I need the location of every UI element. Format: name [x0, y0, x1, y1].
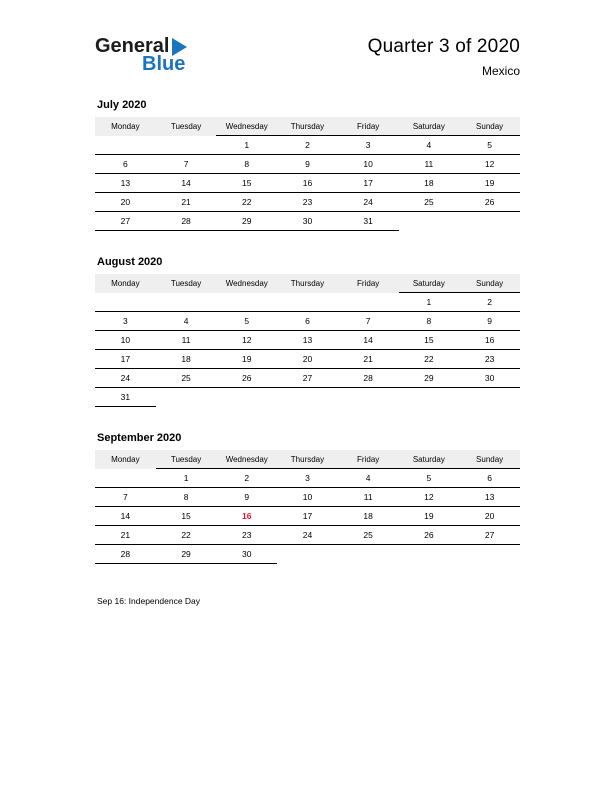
holiday-note: Sep 16: Independence Day: [97, 596, 201, 606]
day-cell: 25: [338, 526, 399, 545]
empty-day-cell: [95, 136, 156, 155]
month-section: [95, 432, 520, 564]
holiday-day-cell: 16: [216, 507, 277, 526]
empty-day-cell: [277, 293, 338, 312]
empty-day-cell: [399, 388, 460, 407]
empty-day-cell: [156, 136, 217, 155]
day-cell: 20: [459, 507, 520, 526]
day-cell: 28: [95, 545, 156, 564]
weekday-label: Thursday: [277, 450, 338, 469]
day-cell: 16: [277, 174, 338, 193]
day-cell: 21: [95, 526, 156, 545]
day-cell: 2: [459, 293, 520, 312]
day-cell: 2: [277, 136, 338, 155]
page-header: [95, 36, 520, 78]
week-row: [95, 312, 520, 331]
day-cell: 3: [338, 136, 399, 155]
day-cell: 4: [399, 136, 460, 155]
day-cell: 5: [399, 469, 460, 488]
weekday-header: [95, 117, 520, 136]
day-cell: 26: [399, 526, 460, 545]
week-row: [95, 193, 520, 212]
empty-day-cell: [95, 293, 156, 312]
weekday-label: Tuesday: [156, 117, 217, 136]
day-cell: 8: [399, 312, 460, 331]
empty-day-cell: [156, 388, 217, 407]
weekday-header: [95, 450, 520, 469]
month-calendar: [95, 117, 520, 231]
day-cell: 15: [156, 507, 217, 526]
day-cell: 24: [338, 193, 399, 212]
week-row: [95, 369, 520, 388]
weekday-label: Monday: [95, 117, 156, 136]
day-cell: 13: [277, 331, 338, 350]
month-title: August 2020: [97, 256, 163, 268]
month-title: September 2020: [97, 432, 182, 444]
day-cell: 29: [216, 212, 277, 231]
weekday-label: Sunday: [459, 450, 520, 469]
day-cell: 28: [338, 369, 399, 388]
day-cell: 24: [277, 526, 338, 545]
weekday-label: Wednesday: [216, 450, 277, 469]
title-block: [368, 36, 520, 78]
day-cell: 8: [216, 155, 277, 174]
weekday-label: Friday: [338, 450, 399, 469]
day-cell: 15: [399, 331, 460, 350]
day-cell: 17: [338, 174, 399, 193]
day-cell: 14: [95, 507, 156, 526]
month-section: [95, 256, 520, 407]
page-subtitle: Mexico: [481, 64, 520, 78]
day-cell: 18: [399, 174, 460, 193]
empty-day-cell: [338, 293, 399, 312]
empty-day-cell: [338, 545, 399, 564]
day-cell: 12: [459, 155, 520, 174]
day-cell: 23: [277, 193, 338, 212]
day-cell: 21: [156, 193, 217, 212]
weekday-header-row: [95, 450, 520, 469]
day-cell: 26: [459, 193, 520, 212]
weekday-label: Wednesday: [216, 274, 277, 293]
weekday-header-row: [95, 274, 520, 293]
day-cell: 18: [338, 507, 399, 526]
weekday-label: Saturday: [399, 274, 460, 293]
weekday-label: Sunday: [459, 117, 520, 136]
day-cell: 27: [459, 526, 520, 545]
week-row: [95, 350, 520, 369]
week-row: [95, 293, 520, 312]
day-cell: 13: [459, 488, 520, 507]
day-cell: 19: [216, 350, 277, 369]
day-cell: 21: [338, 350, 399, 369]
empty-day-cell: [216, 388, 277, 407]
day-cell: 17: [95, 350, 156, 369]
months-container: [95, 99, 520, 564]
day-cell: 8: [156, 488, 217, 507]
month-title: July 2020: [97, 99, 147, 111]
week-row: [95, 545, 520, 564]
day-cell: 7: [156, 155, 217, 174]
day-cell: 1: [216, 136, 277, 155]
weekday-label: Saturday: [399, 450, 460, 469]
day-cell: 7: [95, 488, 156, 507]
empty-day-cell: [277, 545, 338, 564]
day-cell: 27: [95, 212, 156, 231]
day-cell: 23: [216, 526, 277, 545]
weekday-label: Sunday: [459, 274, 520, 293]
day-cell: 19: [459, 174, 520, 193]
day-cell: 31: [338, 212, 399, 231]
weekday-label: Monday: [95, 450, 156, 469]
month-calendar: [95, 274, 520, 407]
weekday-label: Wednesday: [216, 117, 277, 136]
empty-day-cell: [338, 388, 399, 407]
month-calendar: [95, 450, 520, 564]
empty-day-cell: [459, 212, 520, 231]
day-cell: 2: [216, 469, 277, 488]
day-cell: 1: [399, 293, 460, 312]
day-cell: 27: [277, 369, 338, 388]
day-cell: 16: [459, 331, 520, 350]
day-cell: 31: [95, 388, 156, 407]
day-cell: 24: [95, 369, 156, 388]
week-row: [95, 507, 520, 526]
empty-day-cell: [459, 545, 520, 564]
weekday-label: Friday: [338, 274, 399, 293]
day-cell: 11: [338, 488, 399, 507]
weekday-label: Friday: [338, 117, 399, 136]
empty-day-cell: [216, 293, 277, 312]
weekday-label: Monday: [95, 274, 156, 293]
week-row: [95, 136, 520, 155]
week-row: [95, 331, 520, 350]
day-cell: 23: [459, 350, 520, 369]
day-cell: 15: [216, 174, 277, 193]
day-cell: 9: [459, 312, 520, 331]
empty-day-cell: [277, 388, 338, 407]
day-cell: 28: [156, 212, 217, 231]
weekday-header: [95, 274, 520, 293]
month-body: [95, 293, 520, 407]
day-cell: 5: [216, 312, 277, 331]
month-section: [95, 99, 520, 231]
day-cell: 14: [338, 331, 399, 350]
day-cell: 4: [338, 469, 399, 488]
day-cell: 25: [156, 369, 217, 388]
day-cell: 6: [459, 469, 520, 488]
day-cell: 6: [95, 155, 156, 174]
empty-day-cell: [399, 545, 460, 564]
logo-text-general: General: [95, 35, 170, 57]
weekday-label: Tuesday: [156, 450, 217, 469]
day-cell: 3: [277, 469, 338, 488]
day-cell: 22: [399, 350, 460, 369]
day-cell: 14: [156, 174, 217, 193]
month-body: [95, 469, 520, 564]
day-cell: 10: [95, 331, 156, 350]
day-cell: 20: [95, 193, 156, 212]
day-cell: 6: [277, 312, 338, 331]
day-cell: 22: [216, 193, 277, 212]
day-cell: 9: [277, 155, 338, 174]
day-cell: 12: [399, 488, 460, 507]
day-cell: 1: [156, 469, 217, 488]
day-cell: 10: [338, 155, 399, 174]
day-cell: 30: [277, 212, 338, 231]
weekday-label: Thursday: [277, 274, 338, 293]
day-cell: 10: [277, 488, 338, 507]
day-cell: 19: [399, 507, 460, 526]
week-row: [95, 212, 520, 231]
empty-day-cell: [459, 388, 520, 407]
day-cell: 11: [399, 155, 460, 174]
weekday-label: Thursday: [277, 117, 338, 136]
day-cell: 7: [338, 312, 399, 331]
week-row: [95, 174, 520, 193]
day-cell: 18: [156, 350, 217, 369]
day-cell: 3: [95, 312, 156, 331]
empty-day-cell: [399, 212, 460, 231]
day-cell: 29: [156, 545, 217, 564]
week-row: [95, 526, 520, 545]
day-cell: 12: [216, 331, 277, 350]
week-row: [95, 488, 520, 507]
week-row: [95, 469, 520, 488]
day-cell: 30: [216, 545, 277, 564]
week-row: [95, 388, 520, 407]
weekday-label: Tuesday: [156, 274, 217, 293]
logo-text-blue: Blue: [142, 53, 186, 75]
day-cell: 26: [216, 369, 277, 388]
empty-day-cell: [156, 293, 217, 312]
day-cell: 17: [277, 507, 338, 526]
empty-day-cell: [95, 469, 156, 488]
day-cell: 11: [156, 331, 217, 350]
day-cell: 25: [399, 193, 460, 212]
day-cell: 9: [216, 488, 277, 507]
day-cell: 22: [156, 526, 217, 545]
week-row: [95, 155, 520, 174]
day-cell: 30: [459, 369, 520, 388]
general-blue-logo: [95, 36, 187, 74]
day-cell: 4: [156, 312, 217, 331]
page-title: Quarter 3 of 2020: [367, 36, 520, 57]
day-cell: 29: [399, 369, 460, 388]
weekday-header-row: [95, 117, 520, 136]
day-cell: 13: [95, 174, 156, 193]
day-cell: 5: [459, 136, 520, 155]
month-body: [95, 136, 520, 231]
day-cell: 20: [277, 350, 338, 369]
weekday-label: Saturday: [399, 117, 460, 136]
